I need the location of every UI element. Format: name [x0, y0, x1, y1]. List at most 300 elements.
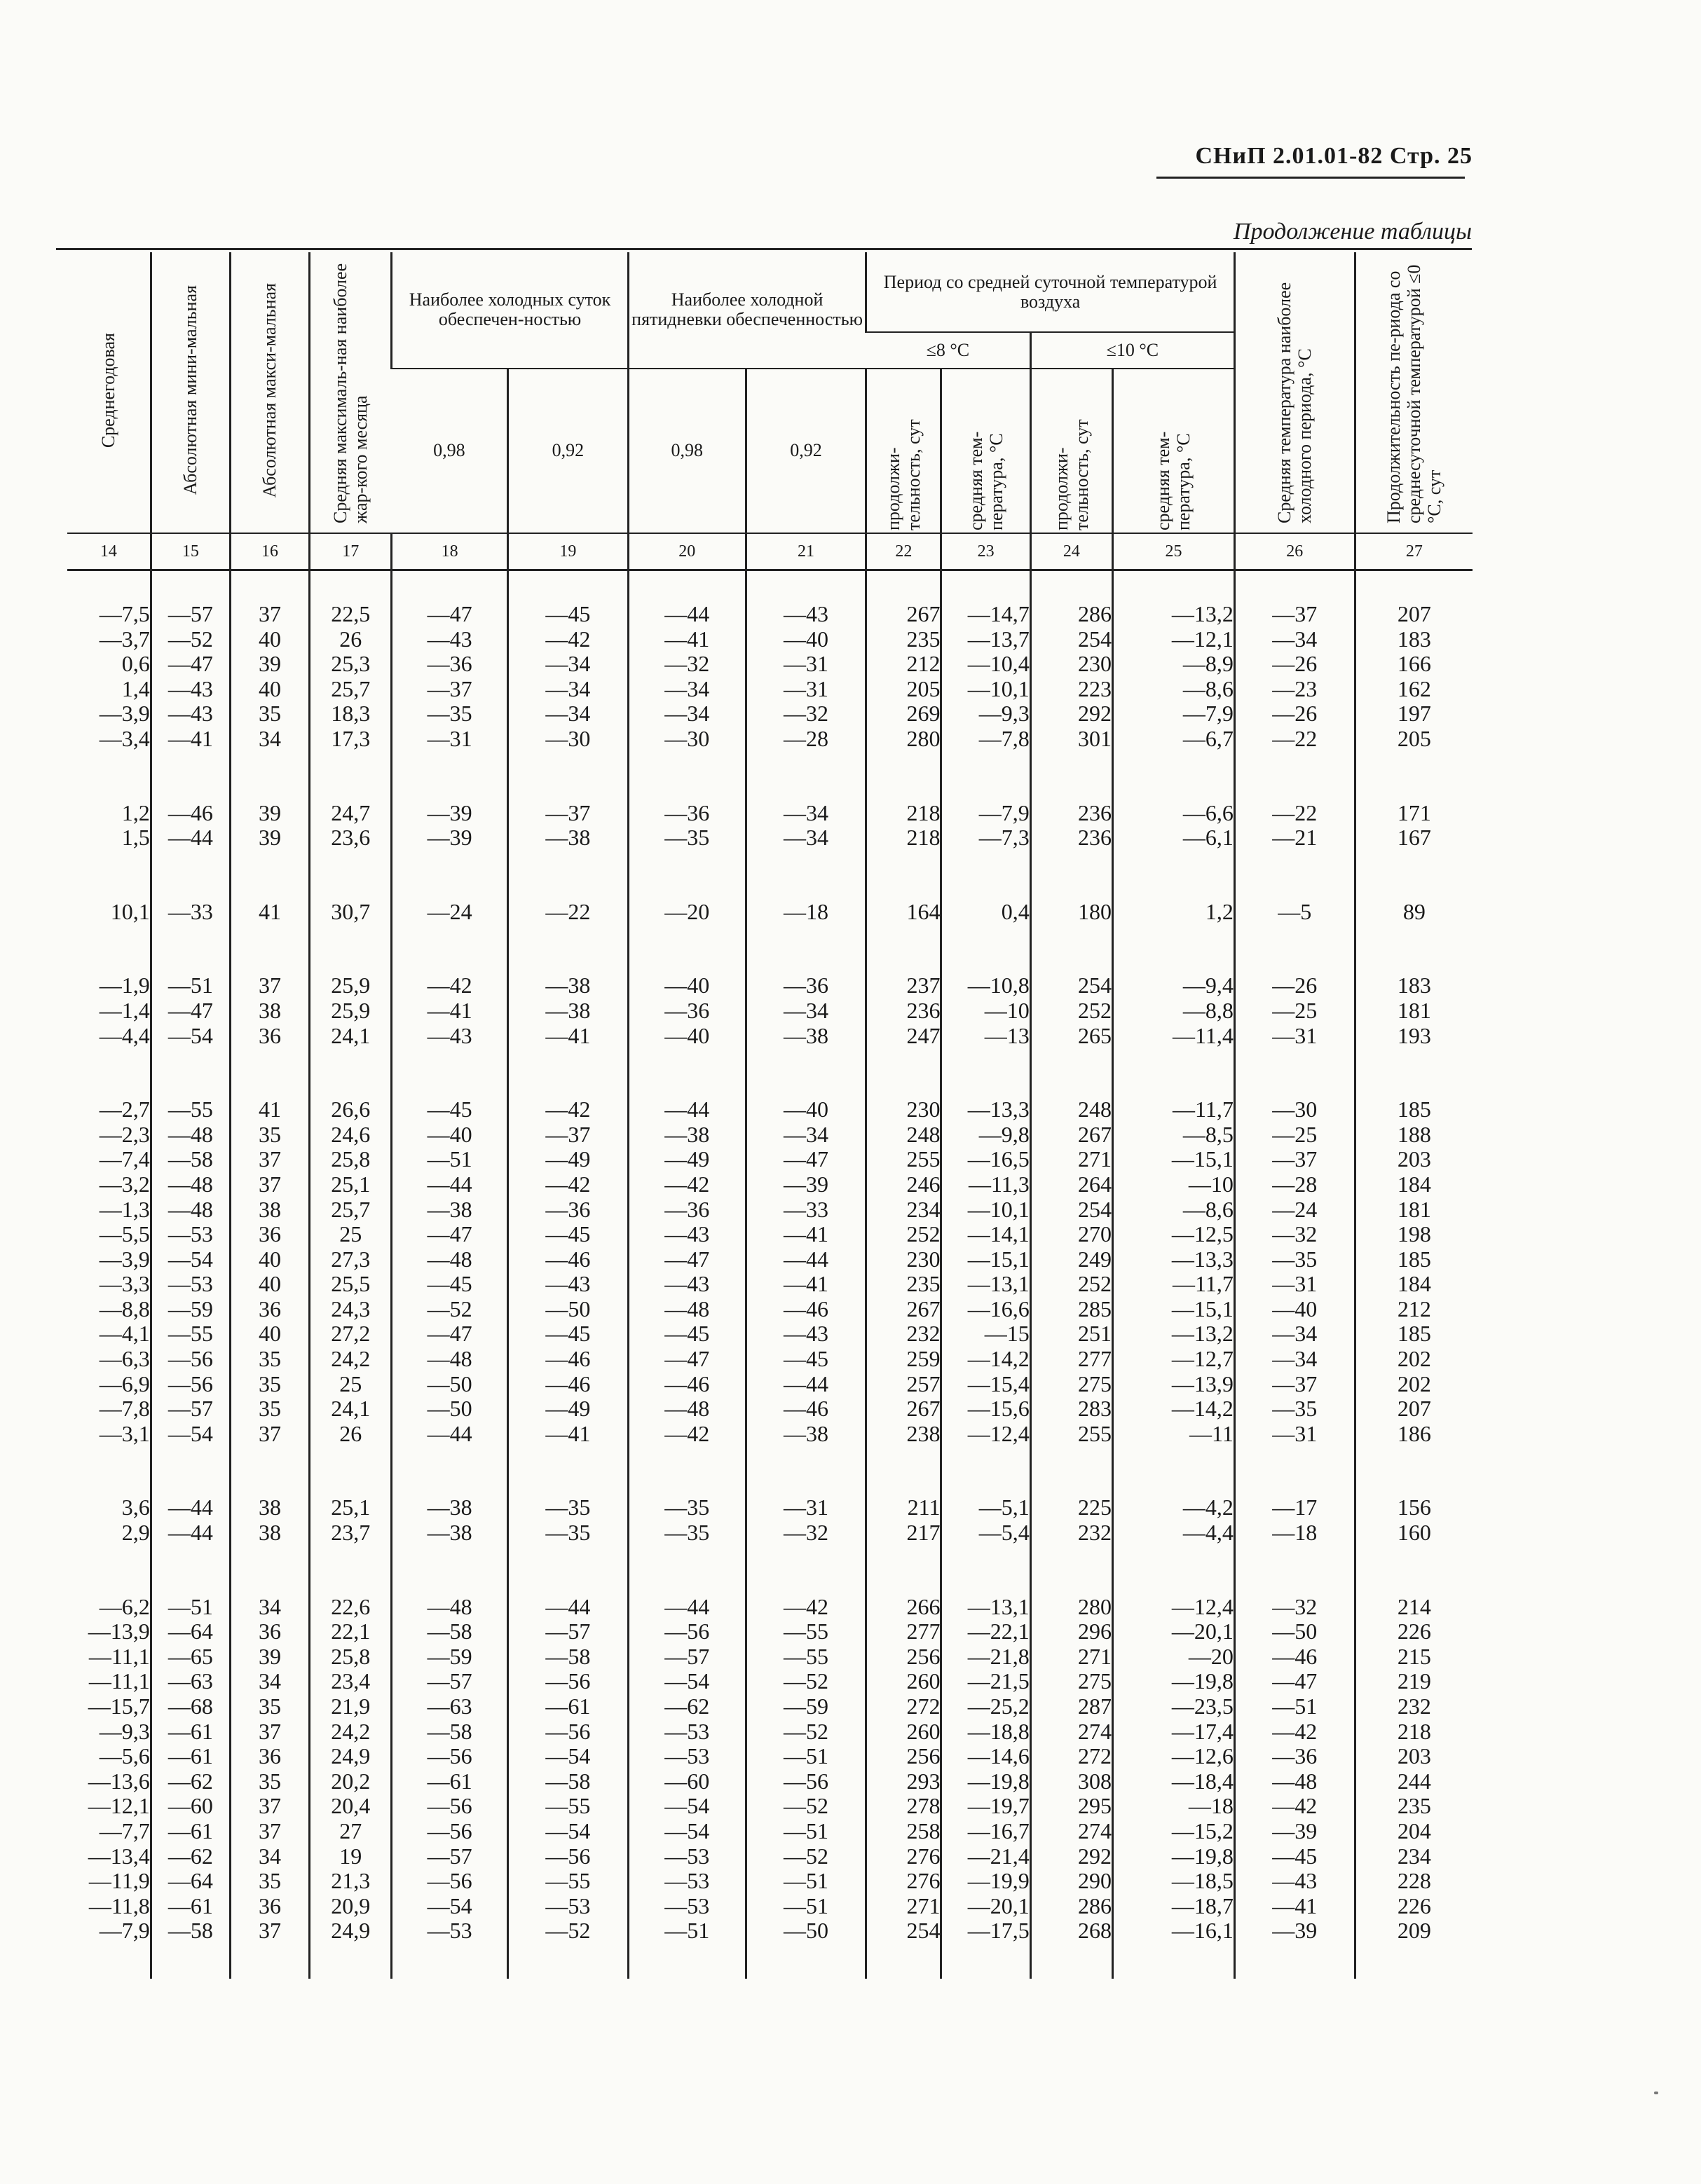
- table-cell: [746, 570, 866, 752]
- cell-value: —13,1: [967, 1593, 1030, 1619]
- cell-value: —37: [1272, 1146, 1318, 1172]
- cell-value: —48: [427, 1593, 472, 1619]
- cell-value: —21,5: [967, 1668, 1030, 1694]
- cell-value: —9,3: [978, 701, 1030, 727]
- cell-value: —35: [664, 1495, 710, 1520]
- header-0-98: 0,98: [392, 369, 508, 533]
- table-cell: [1355, 570, 1473, 752]
- cell-value: —12,7: [1171, 1346, 1234, 1372]
- cell-value: 24,7: [331, 799, 371, 825]
- cell-value: 1,2: [121, 799, 150, 825]
- table-row-group: [67, 851, 1473, 925]
- cell-value: 24,3: [331, 1296, 371, 1321]
- cell-value: 36: [258, 1296, 281, 1321]
- cell-value: —47: [664, 1246, 710, 1272]
- cell-value: —55: [783, 1643, 828, 1669]
- cell-value: —34: [664, 675, 710, 701]
- cell-value: 184: [1397, 1271, 1431, 1297]
- cell-value: —37: [545, 1121, 591, 1147]
- cell-value: 217: [906, 1520, 941, 1546]
- cell-value: 35: [258, 1868, 281, 1894]
- cell-value: —38: [427, 1196, 472, 1222]
- cell-value: 235: [1397, 1793, 1431, 1819]
- table-cell: [508, 570, 629, 752]
- cell-value: 277: [1078, 1346, 1112, 1372]
- table-cell: [1113, 752, 1235, 851]
- cell-value: —56: [168, 1346, 213, 1372]
- table-cell: [310, 1446, 392, 1545]
- cell-value: 0,4: [1001, 898, 1030, 924]
- cell-value: —16,5: [967, 1146, 1030, 1172]
- column-number: 16: [230, 533, 309, 570]
- column-number: 20: [628, 533, 746, 570]
- cell-value: —4,2: [1182, 1495, 1234, 1520]
- column-number: 21: [746, 533, 866, 570]
- cell-value: —50: [545, 1296, 591, 1321]
- header-0-98: 0,98: [628, 369, 746, 533]
- cell-value: 37: [258, 601, 281, 626]
- table-cell: [628, 1546, 746, 1944]
- table-cell: [392, 570, 508, 752]
- cell-value: 10,1: [110, 898, 150, 924]
- cell-value: 36: [258, 1022, 281, 1048]
- cell-value: —48: [168, 1196, 213, 1222]
- cell-value: 24,2: [331, 1718, 371, 1744]
- table-cell: [230, 570, 309, 752]
- table-cell: [67, 1446, 151, 1545]
- cell-value: —6,1: [1182, 825, 1234, 851]
- cell-value: —52: [427, 1296, 472, 1321]
- cell-value: —1,3: [99, 1196, 150, 1222]
- cell-value: 38: [258, 1196, 281, 1222]
- table-cell: [67, 752, 151, 851]
- cell-value: —41: [783, 1271, 828, 1297]
- cell-value: 34: [258, 1668, 281, 1694]
- cell-value: 204: [1397, 1818, 1431, 1843]
- cell-value: 89: [1402, 898, 1426, 924]
- cell-value: —28: [783, 725, 828, 751]
- table-cell: [392, 851, 508, 925]
- cell-value: 211: [907, 1495, 941, 1520]
- cell-value: —7,8: [978, 725, 1030, 751]
- cell-value: 267: [1078, 1121, 1112, 1147]
- cell-value: —18,5: [1171, 1868, 1234, 1894]
- cell-value: —48: [427, 1246, 472, 1272]
- cell-value: —48: [427, 1346, 472, 1372]
- cell-value: —64: [168, 1619, 213, 1644]
- column-number: 24: [1030, 533, 1112, 570]
- cell-value: —10,4: [967, 651, 1030, 677]
- cell-value: —58: [545, 1768, 591, 1794]
- cell-value: 296: [1078, 1619, 1112, 1644]
- cell-value: —21: [1272, 825, 1318, 851]
- cell-value: 255: [906, 1146, 941, 1172]
- table-cell: [230, 1944, 309, 1979]
- cell-value: 25,9: [331, 973, 371, 998]
- cell-value: 36: [258, 1619, 281, 1644]
- table-cell: [1113, 851, 1235, 925]
- cell-value: —45: [545, 1221, 591, 1247]
- cell-value: —6,6: [1182, 799, 1234, 825]
- table-cell: [508, 924, 629, 1048]
- table-row-group: [67, 752, 1473, 851]
- cell-value: —13,2: [1171, 1321, 1234, 1347]
- table-cell: [1113, 924, 1235, 1048]
- cell-value: 254: [1078, 973, 1112, 998]
- cell-value: —25: [1272, 997, 1318, 1023]
- table-cell: [746, 851, 866, 925]
- header-avg-temp-10: средняя тем-пература, °С: [1113, 369, 1235, 533]
- cell-value: —45: [783, 1346, 828, 1372]
- cell-value: —42: [1272, 1718, 1318, 1744]
- cell-value: —41: [545, 1022, 591, 1048]
- cell-value: —11,8: [88, 1893, 150, 1918]
- cell-value: —39: [1272, 1818, 1318, 1843]
- cell-value: —23,5: [1171, 1694, 1234, 1719]
- cell-value: —24: [1272, 1196, 1318, 1222]
- cell-value: 277: [906, 1619, 941, 1644]
- cell-value: —54: [664, 1818, 710, 1843]
- cell-value: —6,2: [99, 1593, 150, 1619]
- cell-value: 20,9: [331, 1893, 371, 1918]
- cell-value: 232: [1078, 1520, 1112, 1546]
- cell-value: —61: [427, 1768, 472, 1794]
- cell-value: —33: [783, 1196, 828, 1222]
- cell-value: 205: [1397, 725, 1431, 751]
- table-tail: [67, 1944, 1473, 1979]
- cell-value: 181: [1397, 997, 1431, 1023]
- table-cell: [151, 752, 230, 851]
- table-row-group: [67, 924, 1473, 1048]
- cell-value: —48: [168, 1121, 213, 1147]
- cell-value: 202: [1397, 1371, 1431, 1396]
- cell-value: —42: [427, 973, 472, 998]
- cell-value: —20: [664, 898, 710, 924]
- cell-value: —52: [783, 1843, 828, 1869]
- cell-value: 301: [1078, 725, 1112, 751]
- cell-value: —47: [168, 651, 213, 677]
- cell-value: 1,4: [121, 675, 150, 701]
- column-number: 19: [508, 533, 629, 570]
- cell-value: —11,7: [1173, 1271, 1234, 1297]
- cell-value: 23,4: [331, 1668, 371, 1694]
- cell-value: —48: [664, 1396, 710, 1422]
- cell-value: 24,2: [331, 1346, 371, 1372]
- cell-value: 27,2: [331, 1321, 371, 1347]
- cell-value: 35: [258, 1694, 281, 1719]
- cell-value: 30,7: [331, 898, 371, 924]
- cell-value: 27,3: [331, 1246, 371, 1272]
- cell-value: —43: [664, 1271, 710, 1297]
- cell-value: 275: [1078, 1371, 1112, 1396]
- cell-value: 269: [906, 701, 941, 727]
- header-col26: Средняя температура наиболее холодного периода, °С: [1234, 252, 1355, 533]
- cell-value: —34: [545, 701, 591, 727]
- cell-value: —36: [783, 973, 828, 998]
- cell-value: —1,4: [99, 997, 150, 1023]
- page-header: СНиП 2.01.01-82 Стр. 25: [1195, 143, 1473, 169]
- cell-value: —12,4: [967, 1420, 1030, 1446]
- cell-value: —11,4: [1173, 1022, 1234, 1048]
- table-cell: [67, 1944, 151, 1979]
- cell-value: 236: [1078, 825, 1112, 851]
- cell-value: —6,3: [99, 1346, 150, 1372]
- cell-value: —45: [664, 1321, 710, 1347]
- cell-value: 237: [906, 973, 941, 998]
- cell-value: —26: [1272, 973, 1318, 998]
- cell-value: —7,5: [99, 601, 150, 626]
- cell-value: —49: [545, 1146, 591, 1172]
- cell-value: 256: [906, 1643, 941, 1669]
- cell-value: 1,2: [1205, 898, 1234, 924]
- table-cell: [508, 1944, 629, 1979]
- cell-value: —44: [664, 601, 710, 626]
- table-cell: [1030, 1048, 1112, 1446]
- cell-value: 25,9: [331, 997, 371, 1023]
- cell-value: —3,2: [99, 1171, 150, 1197]
- cell-value: 268: [1078, 1918, 1112, 1944]
- cell-value: —12,1: [1171, 626, 1234, 652]
- cell-value: 232: [1397, 1694, 1431, 1719]
- cell-value: —14,6: [967, 1743, 1030, 1769]
- cell-value: 38: [258, 997, 281, 1023]
- cell-value: 232: [906, 1321, 941, 1347]
- cell-value: 37: [258, 1146, 281, 1172]
- table-cell: [1355, 851, 1473, 925]
- header-col15: Абсолютная мини-мальная: [151, 252, 230, 533]
- cell-value: —53: [168, 1221, 213, 1247]
- cell-value: —47: [427, 1221, 472, 1247]
- cell-value: 186: [1397, 1420, 1431, 1446]
- table-cell: [310, 1944, 392, 1979]
- cell-value: —35: [1272, 1246, 1318, 1272]
- cell-value: —54: [664, 1793, 710, 1819]
- cell-value: 267: [906, 1396, 941, 1422]
- cell-value: —18,4: [1171, 1768, 1234, 1794]
- cell-value: —22: [545, 898, 591, 924]
- cell-value: —54: [168, 1022, 213, 1048]
- cell-value: —15,2: [1171, 1818, 1234, 1843]
- table-cell: [628, 851, 746, 925]
- cell-value: —59: [427, 1643, 472, 1669]
- cell-value: —44: [168, 825, 213, 851]
- cell-value: —3,3: [99, 1271, 150, 1297]
- cell-value: 35: [258, 1768, 281, 1794]
- cell-value: —43: [1272, 1868, 1318, 1894]
- cell-value: 212: [906, 651, 941, 677]
- table-cell: [941, 1048, 1030, 1446]
- cell-value: —39: [1272, 1918, 1318, 1944]
- table-cell: [508, 752, 629, 851]
- cell-value: —15,6: [967, 1396, 1030, 1422]
- cell-value: —39: [427, 799, 472, 825]
- cell-value: 293: [906, 1768, 941, 1794]
- cell-value: —32: [783, 701, 828, 727]
- cell-value: —44: [427, 1171, 472, 1197]
- cell-value: 252: [1078, 997, 1112, 1023]
- table-cell: [1030, 1944, 1112, 1979]
- cell-value: —51: [783, 1818, 828, 1843]
- cell-value: —18: [783, 898, 828, 924]
- cell-value: —28: [1272, 1171, 1318, 1197]
- table-cell: [866, 1446, 941, 1545]
- cell-value: —20,1: [1171, 1619, 1234, 1644]
- cell-value: —42: [1272, 1793, 1318, 1819]
- cell-value: —11,1: [88, 1668, 150, 1694]
- column-number: 26: [1234, 533, 1355, 570]
- cell-value: —3,7: [99, 626, 150, 652]
- cell-value: —1,9: [99, 973, 150, 998]
- cell-value: —47: [783, 1146, 828, 1172]
- cell-value: 226: [1397, 1893, 1431, 1918]
- cell-value: —40: [783, 1097, 828, 1122]
- cell-value: —54: [545, 1743, 591, 1769]
- cell-value: —40: [783, 626, 828, 652]
- cell-value: —41: [168, 725, 213, 751]
- cell-value: —7,3: [978, 825, 1030, 851]
- cell-value: 24,1: [331, 1022, 371, 1048]
- cell-value: —13,9: [1171, 1371, 1234, 1396]
- cell-value: —34: [783, 799, 828, 825]
- cell-value: —53: [427, 1918, 472, 1944]
- cell-value: 246: [906, 1171, 941, 1197]
- cell-value: —36: [427, 651, 472, 677]
- cell-value: 271: [1078, 1146, 1112, 1172]
- cell-value: —41: [664, 626, 710, 652]
- cell-value: —22: [1272, 799, 1318, 825]
- cell-value: 292: [1078, 1843, 1112, 1869]
- cell-value: —7,7: [99, 1818, 150, 1843]
- cell-value: 35: [258, 1121, 281, 1147]
- table-cell: [866, 1546, 941, 1944]
- cell-value: —34: [1272, 626, 1318, 652]
- cell-value: —53: [545, 1893, 591, 1918]
- cell-value: —60: [664, 1768, 710, 1794]
- cell-value: 202: [1397, 1346, 1431, 1372]
- cell-value: —12,5: [1171, 1221, 1234, 1247]
- cell-value: 264: [1078, 1171, 1112, 1197]
- cell-value: —46: [545, 1371, 591, 1396]
- cell-value: 267: [906, 1296, 941, 1321]
- cell-value: 292: [1078, 701, 1112, 727]
- table-cell: [508, 1048, 629, 1446]
- cell-value: 272: [1078, 1743, 1112, 1769]
- cell-value: —39: [783, 1171, 828, 1197]
- cell-value: —38: [545, 997, 591, 1023]
- cell-value: —56: [545, 1668, 591, 1694]
- table-cell: [1030, 924, 1112, 1048]
- cell-value: —41: [427, 997, 472, 1023]
- cell-value: —5,5: [99, 1221, 150, 1247]
- scan-speck: [1654, 2092, 1658, 2094]
- cell-value: 26,6: [331, 1097, 371, 1122]
- cell-value: —34: [1272, 1346, 1318, 1372]
- cell-value: —19,9: [967, 1868, 1030, 1894]
- cell-value: —56: [545, 1718, 591, 1744]
- cell-value: —53: [664, 1843, 710, 1869]
- cell-value: 180: [1078, 898, 1112, 924]
- cell-value: 167: [1397, 825, 1431, 851]
- cell-value: 20,4: [331, 1793, 371, 1819]
- cell-value: —19,7: [967, 1793, 1030, 1819]
- table-cell: [941, 1944, 1030, 1979]
- cell-value: —30: [664, 725, 710, 751]
- cell-value: —51: [783, 1893, 828, 1918]
- cell-value: —44: [664, 1593, 710, 1619]
- table-cell: [392, 924, 508, 1048]
- table-cell: [67, 924, 151, 1048]
- cell-value: —53: [664, 1743, 710, 1769]
- cell-value: 267: [906, 601, 941, 626]
- cell-value: 36: [258, 1893, 281, 1918]
- cell-value: 27: [339, 1818, 362, 1843]
- cell-value: —46: [664, 1371, 710, 1396]
- cell-value: —61: [168, 1818, 213, 1843]
- cell-value: 280: [1078, 1593, 1112, 1619]
- table-cell: [866, 851, 941, 925]
- table-body: [67, 570, 1473, 1979]
- cell-value: —48: [168, 1171, 213, 1197]
- cell-value: 283: [1078, 1396, 1112, 1422]
- cell-value: —44: [783, 1371, 828, 1396]
- cell-value: —56: [427, 1818, 472, 1843]
- cell-value: —8,6: [1182, 675, 1234, 701]
- cell-value: 34: [258, 1843, 281, 1869]
- cell-value: 308: [1078, 1768, 1112, 1794]
- cell-value: —50: [783, 1918, 828, 1944]
- table-cell: [230, 924, 309, 1048]
- cell-value: 287: [1078, 1694, 1112, 1719]
- cell-value: —9,8: [978, 1121, 1030, 1147]
- table-cell: [67, 1546, 151, 1944]
- cell-value: 185: [1397, 1246, 1431, 1272]
- table-cell: [151, 851, 230, 925]
- cell-value: 25,1: [331, 1171, 371, 1197]
- table-cell: [941, 570, 1030, 752]
- cell-value: 286: [1078, 1893, 1112, 1918]
- cell-value: 212: [1397, 1296, 1431, 1321]
- cell-value: —57: [427, 1843, 472, 1869]
- cell-value: 3,6: [121, 1495, 150, 1520]
- cell-value: —64: [168, 1868, 213, 1894]
- cell-value: —18: [1272, 1520, 1318, 1546]
- cell-value: 37: [258, 1793, 281, 1819]
- cell-value: —51: [783, 1743, 828, 1769]
- cell-value: —68: [168, 1694, 213, 1719]
- cell-value: —43: [783, 601, 828, 626]
- cell-value: —43: [664, 1221, 710, 1247]
- cell-value: 22,6: [331, 1593, 371, 1619]
- table-cell: [151, 1546, 230, 1944]
- cell-value: —21,4: [967, 1843, 1030, 1869]
- cell-value: —18,7: [1171, 1893, 1234, 1918]
- table-cell: [1355, 1546, 1473, 1944]
- cell-value: 260: [906, 1718, 941, 1744]
- cell-value: 238: [906, 1420, 941, 1446]
- cell-value: —40: [664, 1022, 710, 1048]
- cell-value: —11,7: [1173, 1097, 1234, 1122]
- cell-value: 214: [1397, 1593, 1431, 1619]
- cell-value: 280: [906, 725, 941, 751]
- cell-value: —54: [664, 1668, 710, 1694]
- table-cell: [1030, 752, 1112, 851]
- cell-value: —38: [427, 1495, 472, 1520]
- cell-value: —15,1: [1171, 1146, 1234, 1172]
- cell-value: —46: [168, 799, 213, 825]
- cell-value: —31: [427, 725, 472, 751]
- header-0-92: 0,92: [746, 369, 866, 533]
- column-number: 15: [151, 533, 230, 570]
